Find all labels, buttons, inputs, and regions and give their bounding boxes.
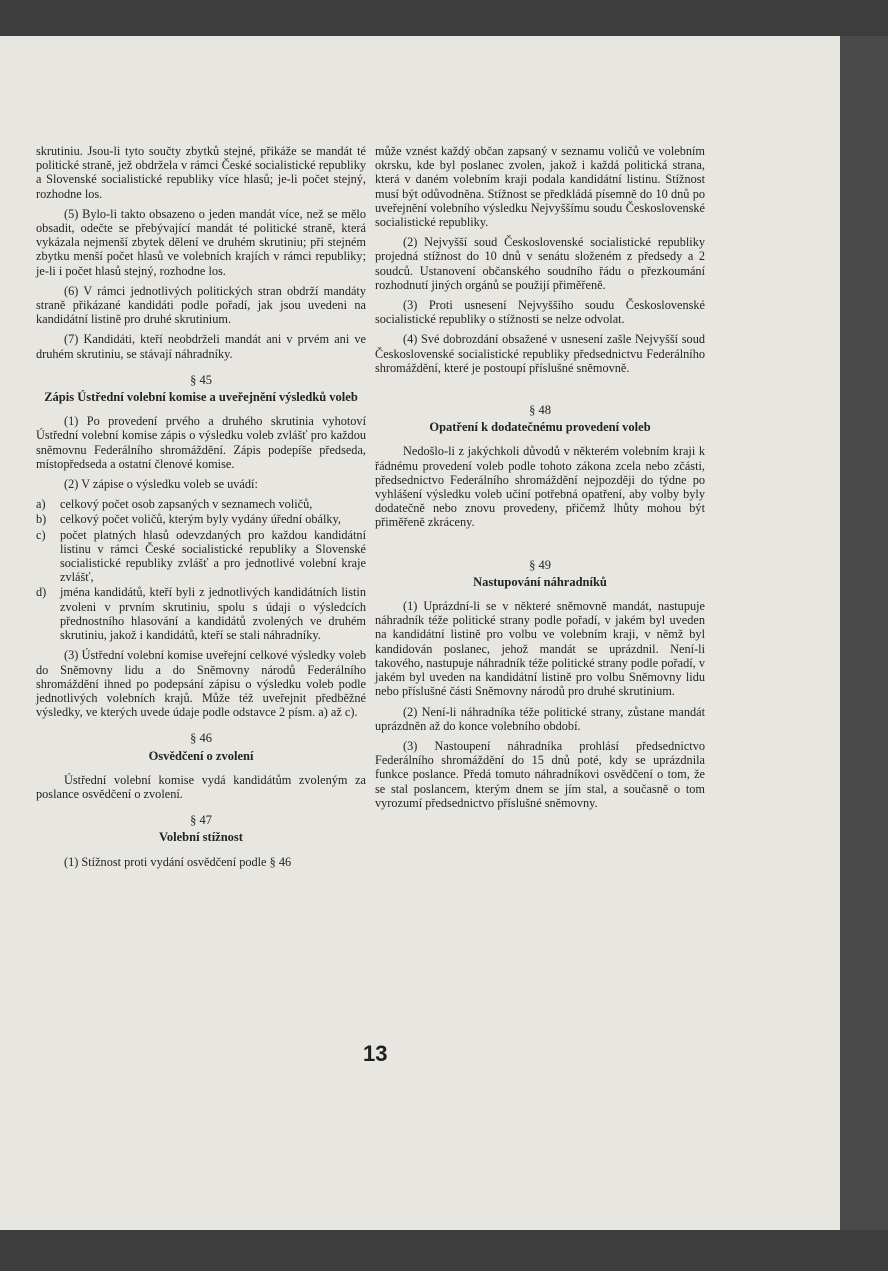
item-list [36, 497, 366, 642]
page-number: 13 [363, 1041, 388, 1066]
item-label: d) [36, 585, 47, 600]
section-title-48: Opatření k dodatečnému provedení voleb [429, 420, 651, 435]
paragraph: Ústřední volební komise vydá kandidátům zvoleným za poslance osvědčení o zvolení. [36, 772, 366, 801]
list-item [36, 528, 366, 585]
item-text: celkový počet osob zapsaných v seznamech voličů, [60, 497, 313, 512]
paragraph: (6) V rámci jednotlivých politických stran obdrží mandáty straně přikázané kandidáti podle pořadí, jak jsou uvedeni na kandidátní listině pro druhé skrutinium. [36, 283, 366, 327]
item-text: celkový počet voličů, kterým byly vydány úřední obálky, [60, 512, 341, 527]
paragraph: (1) Uprázdní-li se v některé sněmovně mandát, nastupuje náhradník téže politické strany podle pořadí, v jakém byl uveden na kandidátní listině pro volbu ve volebním kraji, v němž byl kandidován poslanec, jehož mandát se uprázdnil. Není-li takového, nastupuje náhradník téže politické strany podle pořadí, v jakém byl uveden na kandidátní listině pro volbu Sněmovny lidu nebo příslušné části Sněmovny národů pro druhé skrutinium. [375, 599, 705, 699]
item-text: počet platných hlasů odevzdaných pro každou kandidátní listinu v rámci České socialistické republiky a Slovenské socialistické republiky zvlášť a pro jednotlivé volební kraje zvlášť, [60, 527, 366, 585]
scan-top-border [0, 0, 888, 36]
paragraph: (5) Bylo-li takto obsazeno o jeden mandát více, než se mělo obsadit, odečte se přebývající mandát té politické straně, která vykázala nejmenší zbytek dělení ve druhém skrutiniu; při stejném zbytku menší počet hlasů ve volebních krajích v rámci republiky; je-li i počet hlasů stejný, rozhodne los. [36, 206, 366, 278]
paragraph: (1) Stížnost proti vydání osvědčení podle § 46 [64, 854, 292, 869]
right-column [375, 144, 705, 816]
left-column [36, 144, 366, 875]
paragraph: (3) Nastoupení náhradníka prohlásí předsednictvo Federálního shromáždění do 15 dnů poté, kdy se uprázdnila funkce poslance. Předá tomuto náhradníkovi osvědčení o tom, že se stal poslancem, kterým dnem se jím stal, a současně o tom vyrozumí předsednictvo příslušné sněmovny. [375, 738, 705, 810]
paragraph: (3) Proti usnesení Nejvyššího soudu Československé socialistické republiky o stížnosti se nelze odvolat. [375, 298, 705, 327]
section-title-47: Volební stížnost [159, 830, 243, 845]
paragraph: Nedošlo-li z jakýchkoli důvodů v některém volebním kraji k řádnému provedení voleb podle tohoto zákona zcela nebo zčásti, předsednictvo Federálního shromáždění nejpozději do týdne po vyhlášení výsledku voleb učiní potřebná opatření, aby volby byly dodatečně nebo znovu provedeny, přičemž lhůty mohou být přiměřeně zkráceny. [375, 444, 705, 530]
section-title-46: Osvědčení o zvolení [148, 748, 254, 763]
item-text: jména kandidátů, kteří byli z jednotlivých kandidátních listin zvoleni v prvním skrutiniu, spolu s údaji o výsledcích přednostního hlasování a kandidátů zvolených ve druhém skrutiniu, jakož i kandidátů, kteří se stali náhradníky. [60, 585, 366, 643]
list-item [36, 585, 366, 642]
paragraph: (1) Po provedení prvého a druhého skrutinia vyhotoví Ústřední volební komise zápis o výsledku voleb zvlášť pro každou sněmovnu Federálního shromáždění. Zápis podepíše předseda, místopředseda a ostatní členové komise. [36, 414, 366, 471]
paragraph: skrutiniu. Jsou-li tyto součty zbytků stejné, přikáže se mandát té politické straně, jež obdržela v rámci České socialistické republiky a Slovenské socialistické republiky více hlasů; je-li počet stejný, rozhodne los. [36, 144, 366, 201]
paragraph: může vznést každý občan zapsaný v seznamu voličů ve volebním okrsku, kde byl poslanec zvolen, jakož i každá politická strana, která v daném volebním kraji podala kandidátní listinu. Stížnost musí být odůvodněna. Stížnost se předkládá písemně do 10 dnů po uveřejnění volebního výsledku Nejvyššímu soudu Československé socialistické republiky. [375, 144, 705, 230]
document-page [0, 36, 840, 1230]
paragraph: (2) Nejvyšší soud Československé socialistické republiky projedná stížnost do 10 dnů v senátu složeném z předsedy a 2 soudců. Ustanovení občanského soudního řádu o přezkoumání rozhodnutí jiných orgánů se použijí přiměřeně. [375, 235, 705, 292]
section-title-45: Zápis Ústřední volební komise a uveřejnění výsledků voleb [44, 390, 358, 405]
section-number-46: § 46 [190, 731, 212, 746]
paragraph: (2) V zápise o výsledku voleb se uvádí: [64, 477, 258, 492]
scan-bottom-border [0, 1230, 888, 1271]
list-item [36, 512, 366, 526]
section-number-45: § 45 [190, 372, 212, 387]
paragraph: (2) Není-li náhradníka téže politické strany, zůstane mandát uprázdněn až do konce volebního období. [375, 704, 705, 733]
paragraph: (4) Své dobrozdání obsažené v usnesení zašle Nejvyšší soud Československé socialistické republiky předsednictvu Federálního shromáždění, které je postoupí příslušné sněmovně. [375, 332, 705, 375]
section-number-49: § 49 [529, 557, 551, 572]
item-label: b) [36, 512, 47, 527]
section-number-48: § 48 [529, 403, 551, 418]
item-label: c) [36, 527, 46, 542]
section-number-47: § 47 [190, 813, 212, 828]
paragraph: (7) Kandidáti, kteří neobdrželi mandát ani v prvém ani ve druhém skrutiniu, se stávají náhradníky. [36, 332, 366, 361]
paragraph: (3) Ústřední volební komise uveřejní celkové výsledky voleb do Sněmovny lidu a do Sněmovny národů Federálního shromáždění ihned po podepsání zápisu o výsledku voleb podle jednotlivých volebních krajů. Může též uveřejnit předběžné výsledky, ve kterých uvede údaje podle odstavce 2 písm. a) až c). [36, 648, 366, 720]
item-label: a) [36, 497, 46, 512]
section-title-49: Nastupování náhradníků [473, 574, 607, 589]
list-item [36, 497, 366, 511]
